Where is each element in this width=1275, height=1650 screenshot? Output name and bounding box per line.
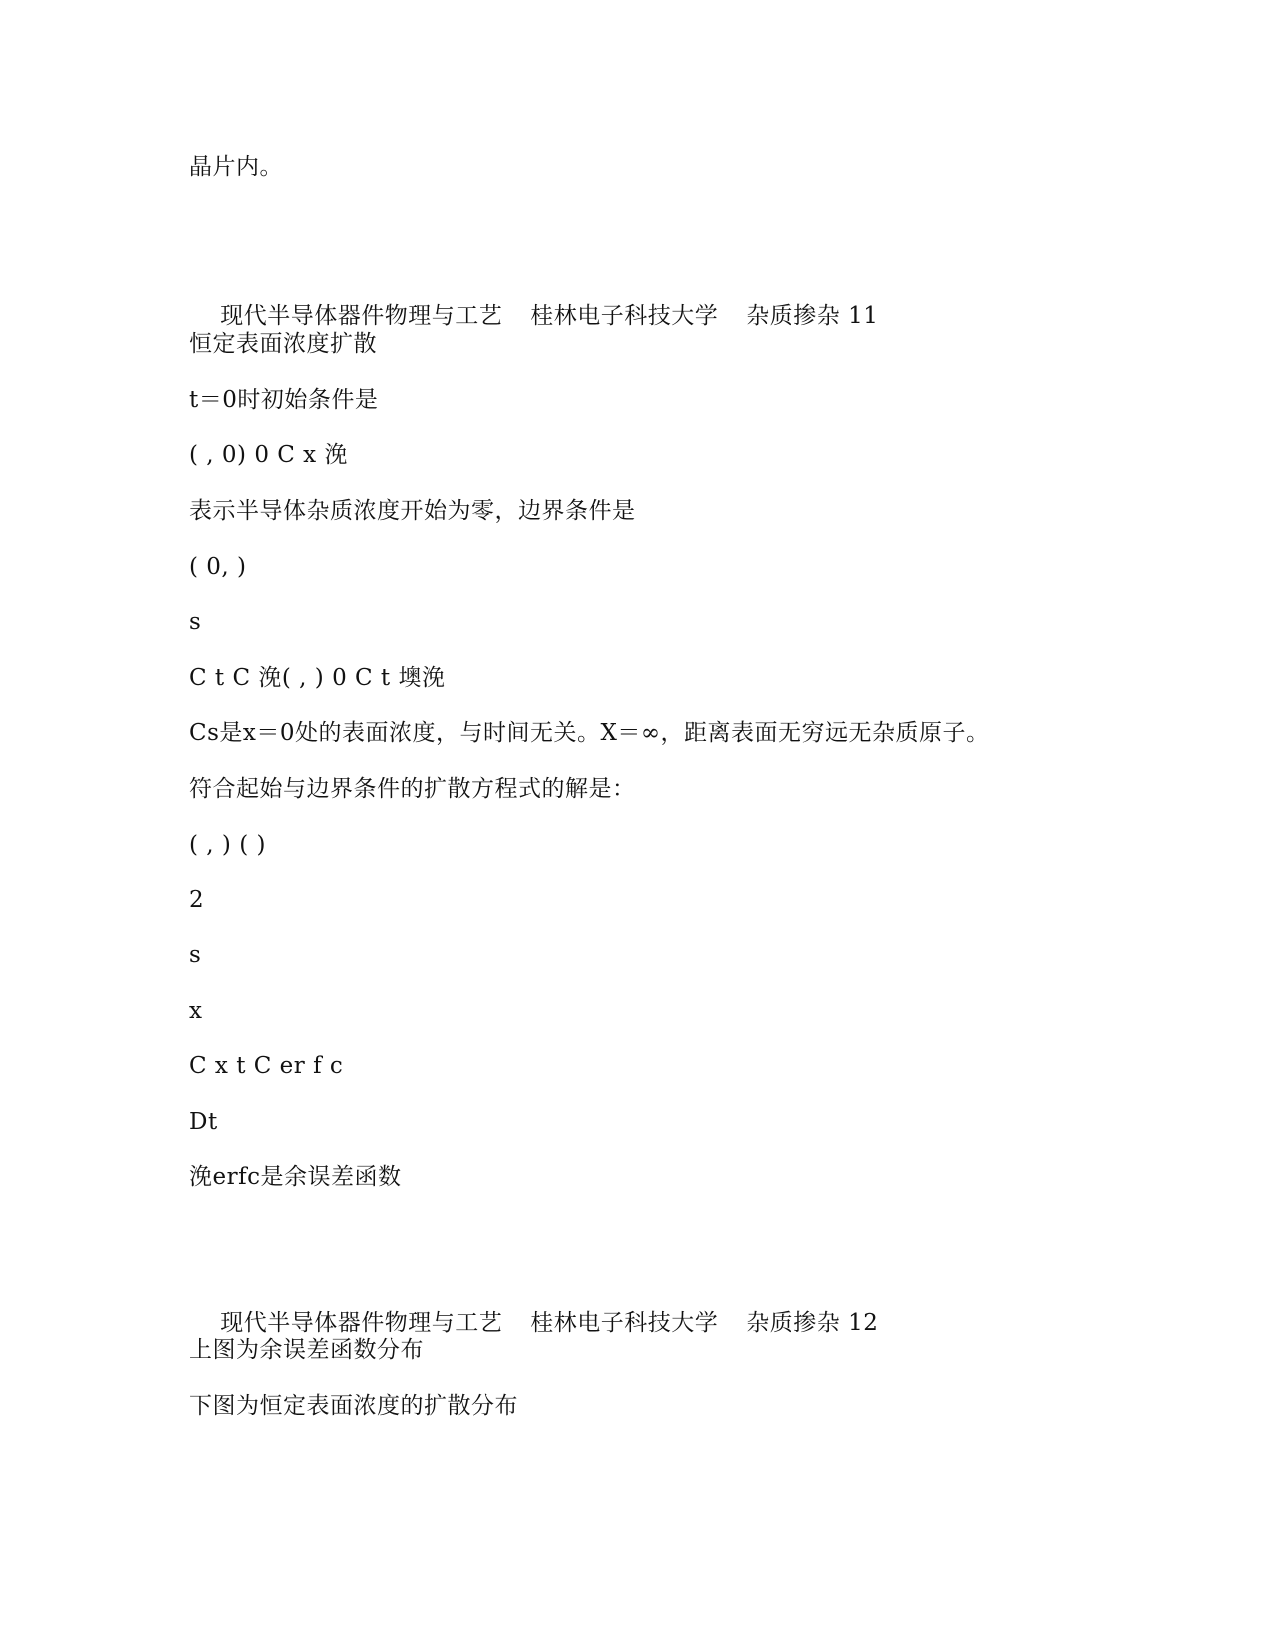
text-line: 上图为余误差函数分布	[189, 1337, 424, 1363]
text-line: Cs是x＝0处的表面浓度，与时间无关。X＝∞，距离表面无穷远无杂质原子。	[189, 720, 990, 746]
header-course: 现代半导体器件物理与工艺	[220, 1310, 503, 1336]
section-heading: 恒定表面浓度扩散	[189, 331, 377, 357]
header-section: 杂质掺杂	[746, 303, 841, 329]
text-line: t＝0时初始条件是	[189, 387, 379, 413]
formula-line: x	[189, 998, 203, 1024]
formula-line: C t C 浼( , ) 0 C t 墺浼	[189, 665, 446, 691]
text-line: 晶片内。	[189, 154, 283, 180]
header-school: 桂林电子科技大学	[530, 303, 719, 329]
text-line: 表示半导体杂质浓度开始为零，边界条件是	[189, 498, 636, 524]
header-section: 杂质掺杂	[746, 1310, 841, 1336]
header-course: 现代半导体器件物理与工艺	[220, 303, 503, 329]
formula-line: Dt	[189, 1109, 218, 1135]
header-page-number: 12	[848, 1310, 879, 1336]
formula-line: 2	[189, 887, 205, 913]
formula-line: C x t C er f c	[189, 1053, 344, 1079]
text-line: 下图为恒定表面浓度的扩散分布	[189, 1393, 518, 1419]
formula-line: s	[189, 942, 202, 968]
header-school: 桂林电子科技大学	[530, 1310, 719, 1336]
formula-line: ( , ) ( )	[189, 832, 266, 858]
formula-line: ( , 0) 0 C x 浼	[189, 442, 348, 468]
formula-line: ( 0, )	[189, 554, 247, 580]
formula-line: s	[189, 609, 202, 635]
text-line: 浼erfc是余误差函数	[189, 1164, 402, 1190]
header-page-number: 11	[848, 303, 879, 329]
text-line: 符合起始与边界条件的扩散方程式的解是：	[189, 776, 636, 802]
